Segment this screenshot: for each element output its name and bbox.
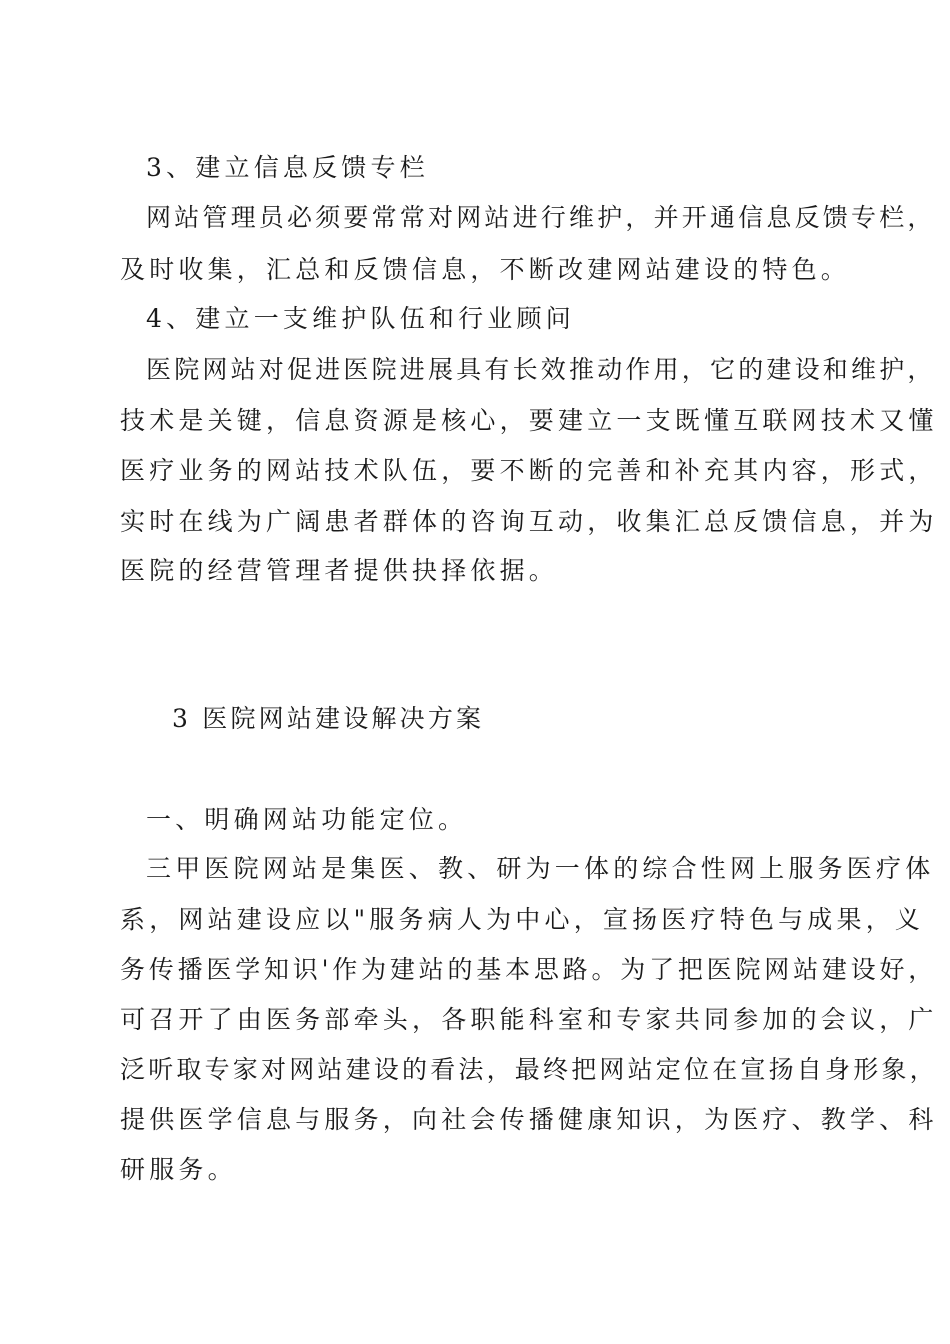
paragraph-line: 研服务。 [120, 1155, 237, 1184]
paragraph-line: 系，网站建设应以"服务病人为中心，宣扬医疗特色与成果，义 [120, 905, 925, 934]
paragraph-line: 医疗业务的网站技术队伍，要不断的完善和补充其内容，形式， [120, 456, 938, 485]
paragraph-line: 技术是关键，信息资源是核心，要建立一支既懂互联网技术又懂 [120, 406, 938, 435]
paragraph-line: 提供医学信息与服务，向社会传播健康知识，为医疗、教学、科 [120, 1105, 938, 1134]
chapter-title: 3 医院网站建设解决方案 [172, 704, 485, 733]
paragraph-line: 务传播医学知识'作为建站的基本思路。为了把医院网站建设好， [120, 955, 938, 984]
paragraph-line: 医院的经营管理者提供抉择依据。 [120, 556, 559, 585]
paragraph-line: 三甲医院网站是集医、教、研为一体的综合性网上服务医疗体 [146, 854, 935, 883]
paragraph-line: 实时在线为广阔患者群体的咨询互动，收集汇总反馈信息，并为 [120, 507, 938, 536]
paragraph-line: 医院网站对促进医院进展具有长效推动作用，它的建设和维护， [146, 355, 936, 384]
section-heading: 4、建立一支维护队伍和行业顾问 [146, 304, 575, 333]
section-heading: 3、建立信息反馈专栏 [146, 153, 429, 182]
section-heading: 一、明确网站功能定位。 [146, 805, 468, 834]
paragraph-line: 网站管理员必须要常常对网站进行维护，并开通信息反馈专栏， [146, 203, 936, 232]
paragraph-line: 及时收集，汇总和反馈信息，不断改建网站建设的特色。 [120, 255, 851, 284]
paragraph-line: 泛听取专家对网站建设的看法，最终把网站定位在宣扬自身形象， [120, 1055, 938, 1084]
paragraph-line: 可召开了由医务部牵头，各职能科室和专家共同参加的会议，广 [120, 1005, 938, 1034]
